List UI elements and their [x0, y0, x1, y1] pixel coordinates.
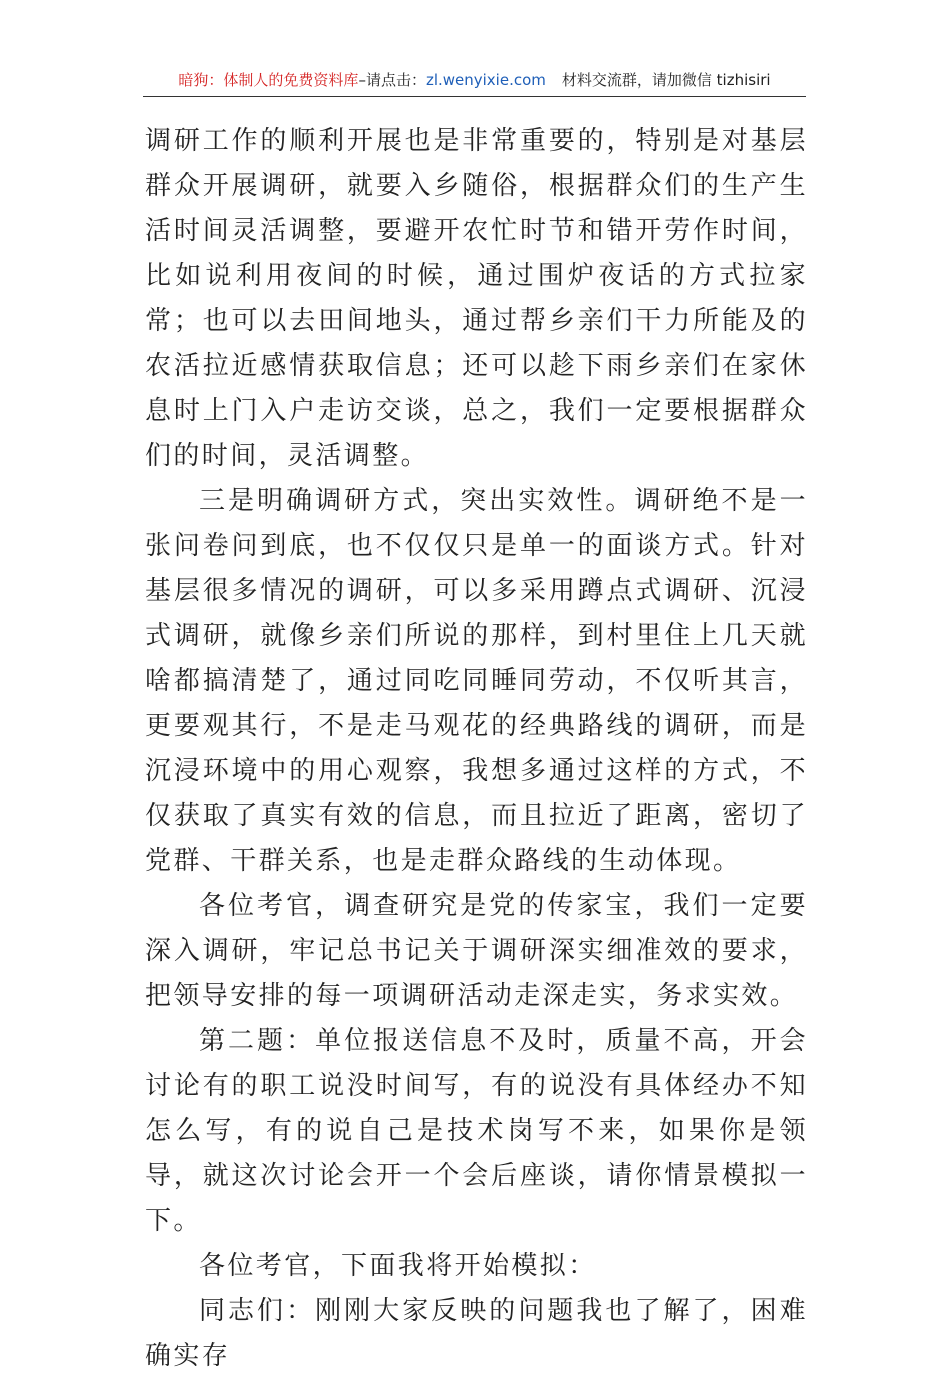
paragraph-6: 同志们：刚刚大家反映的问题我也了解了，困难确实存: [145, 1296, 808, 1371]
header-brand: 暗狗：体制人的免费资料库: [178, 71, 359, 89]
paragraph-4: 第二题：单位报送信息不及时，质量不高，开会讨论有的职工说没时间写，有的说没有具体经办不知怎么写，有的说自己是技术岗写不来，如果你是领导，就这次讨论会开一个会后座谈，请你情景模拟一下。: [145, 1026, 808, 1236]
paragraph-2: 三是明确调研方式，突出实效性。调研绝不是一张问卷问到底，也不仅仅只是单一的面谈方式。针对基层很多情况的调研，可以多采用蹲点式调研、沉浸式调研，就像乡亲们所说的那样，到村里住上几天就啥都搞清楚了，通过同吃同睡同劳动，不仅听其言，更要观其行，不是走马观花的经典路线的调研，而是沉浸环境中的用心观察，我想多通过这样的方式，不仅获取了真实有效的信息，而且拉近了距离，密切了党群、干群关系，也是走群众路线的生动体现。: [145, 486, 808, 876]
header-click-prompt: –请点击：: [358, 71, 426, 89]
paragraph-1: 调研工作的顺利开展也是非常重要的，特别是对基层群众开展调研，就要入乡随俗，根据群众们的生产生活时间灵活调整，要避开农忙时节和错开劳作时间，比如说利用夜间的时候，通过围炉夜话的方式拉家常；也可以去田间地头，通过帮乡亲们干力所能及的农活拉近感情获取信息；还可以趁下雨乡亲们在家休息时上门入户走访交谈，总之，我们一定要根据群众们的时间，灵活调整。: [145, 126, 808, 471]
paragraph-5: 各位考官，下面我将开始模拟：: [199, 1251, 597, 1281]
header-group-text: 材料交流群，请加微信 tizhisiri: [561, 71, 771, 89]
header-url-link[interactable]: zl.wenyixie.com: [425, 71, 546, 89]
document-body: [145, 119, 808, 1379]
page-header: [143, 66, 806, 97]
paragraph-3: 各位考官，调查研究是党的传家宝，我们一定要深入调研，牢记总书记关于调研深实细准效的要求，把领导安排的每一项调研活动走深走实，务求实效。: [145, 891, 808, 1011]
